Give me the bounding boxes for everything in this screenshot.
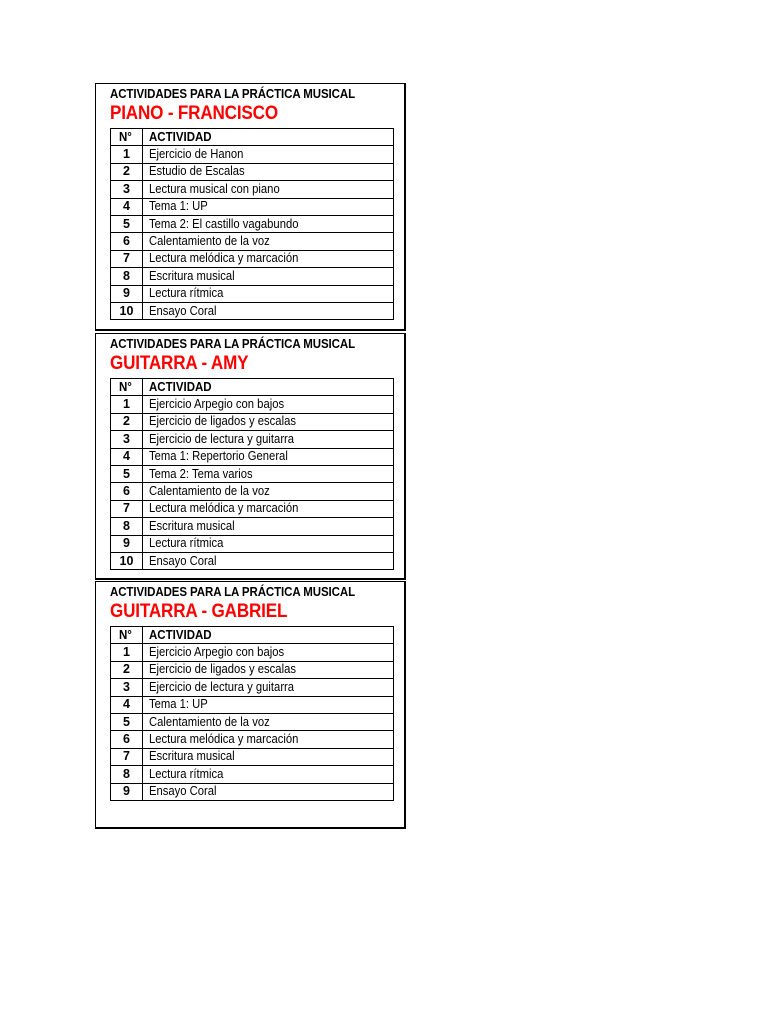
row-activity: Escritura musical <box>143 748 394 765</box>
row-number: 8 <box>111 766 143 783</box>
row-number: 7 <box>111 500 143 517</box>
table-row <box>111 431 394 448</box>
column-header-activity: ACTIVIDAD <box>143 129 394 146</box>
column-header-number: N° <box>111 379 143 396</box>
row-activity: Ensayo Coral <box>143 302 394 319</box>
table-row <box>111 285 394 302</box>
row-number: 2 <box>111 163 143 180</box>
row-number: 6 <box>111 483 143 500</box>
row-activity: Ensayo Coral <box>143 552 394 569</box>
table-row <box>111 163 394 180</box>
row-number: 2 <box>111 661 143 678</box>
table-row <box>111 302 394 319</box>
sheet-title: GUITARRA - AMY <box>110 353 249 374</box>
table-row <box>111 250 394 267</box>
row-activity: Ejercicio Arpegio con bajos <box>143 644 394 661</box>
row-number: 2 <box>111 413 143 430</box>
row-activity: Ejercicio Arpegio con bajos <box>143 396 394 413</box>
row-activity: Escritura musical <box>143 268 394 285</box>
sheet-heading: ACTIVIDADES PARA LA PRÁCTICA MUSICAL <box>110 337 356 351</box>
column-header-activity: ACTIVIDAD <box>143 379 394 396</box>
table-row <box>111 518 394 535</box>
table-row <box>111 766 394 783</box>
table-row <box>111 644 394 661</box>
row-number: 8 <box>111 518 143 535</box>
activities-table <box>110 128 394 320</box>
row-number: 5 <box>111 215 143 232</box>
table-row <box>111 268 394 285</box>
row-activity: Lectura musical con piano <box>143 181 394 198</box>
row-activity: Ejercicio de lectura y guitarra <box>143 431 394 448</box>
table-row <box>111 396 394 413</box>
row-activity: Escritura musical <box>143 518 394 535</box>
table-row <box>111 198 394 215</box>
row-number: 7 <box>111 250 143 267</box>
row-activity: Calentamiento de la voz <box>143 233 394 250</box>
column-header-number: N° <box>111 129 143 146</box>
row-number: 10 <box>111 302 143 319</box>
row-activity: Tema 1: UP <box>143 696 394 713</box>
row-number: 4 <box>111 448 143 465</box>
table-row <box>111 181 394 198</box>
table-row <box>111 783 394 800</box>
row-activity: Lectura melódica y marcación <box>143 731 394 748</box>
sheet-heading: ACTIVIDADES PARA LA PRÁCTICA MUSICAL <box>110 87 356 101</box>
table-row <box>111 552 394 569</box>
table-row <box>111 696 394 713</box>
sheet-title: PIANO - FRANCISCO <box>110 103 278 124</box>
row-activity: Estudio de Escalas <box>143 163 394 180</box>
row-activity: Tema 2: Tema varios <box>143 465 394 482</box>
activity-sheet-guitarra-gabriel <box>95 581 406 829</box>
column-header-activity: ACTIVIDAD <box>143 627 394 644</box>
row-activity: Tema 1: UP <box>143 198 394 215</box>
table-row <box>111 465 394 482</box>
row-number: 9 <box>111 783 143 800</box>
table-row <box>111 731 394 748</box>
row-activity: Lectura melódica y marcación <box>143 250 394 267</box>
row-number: 4 <box>111 696 143 713</box>
table-row <box>111 448 394 465</box>
row-number: 10 <box>111 552 143 569</box>
row-activity: Ensayo Coral <box>143 783 394 800</box>
table-row <box>111 713 394 730</box>
row-activity: Lectura melódica y marcación <box>143 500 394 517</box>
column-header-number: N° <box>111 627 143 644</box>
row-activity: Calentamiento de la voz <box>143 713 394 730</box>
table-row <box>111 215 394 232</box>
row-number: 5 <box>111 713 143 730</box>
sheet-heading: ACTIVIDADES PARA LA PRÁCTICA MUSICAL <box>110 585 356 599</box>
row-number: 3 <box>111 431 143 448</box>
table-header-row <box>111 379 394 396</box>
row-number: 1 <box>111 146 143 163</box>
table-row <box>111 233 394 250</box>
row-activity: Ejercicio de ligados y escalas <box>143 413 394 430</box>
row-number: 5 <box>111 465 143 482</box>
row-activity: Lectura rítmica <box>143 535 394 552</box>
table-row <box>111 748 394 765</box>
sheet-title: GUITARRA - GABRIEL <box>110 601 288 622</box>
row-activity: Ejercicio de ligados y escalas <box>143 661 394 678</box>
table-header-row <box>111 627 394 644</box>
row-activity: Ejercicio de lectura y guitarra <box>143 679 394 696</box>
row-number: 6 <box>111 233 143 250</box>
row-activity: Lectura rítmica <box>143 766 394 783</box>
activities-table <box>110 378 394 570</box>
activity-sheet-piano-francisco <box>95 83 406 331</box>
row-activity: Lectura rítmica <box>143 285 394 302</box>
row-number: 3 <box>111 679 143 696</box>
activities-table <box>110 626 394 801</box>
row-number: 8 <box>111 268 143 285</box>
row-number: 1 <box>111 644 143 661</box>
table-header-row <box>111 129 394 146</box>
row-number: 9 <box>111 535 143 552</box>
row-number: 4 <box>111 198 143 215</box>
table-row <box>111 413 394 430</box>
row-number: 3 <box>111 181 143 198</box>
row-activity: Tema 1: Repertorio General <box>143 448 394 465</box>
table-row <box>111 146 394 163</box>
table-row <box>111 535 394 552</box>
table-row <box>111 500 394 517</box>
row-activity: Calentamiento de la voz <box>143 483 394 500</box>
table-row <box>111 483 394 500</box>
row-number: 9 <box>111 285 143 302</box>
row-activity: Tema 2: El castillo vagabundo <box>143 215 394 232</box>
table-row <box>111 661 394 678</box>
table-row <box>111 679 394 696</box>
row-number: 6 <box>111 731 143 748</box>
row-number: 1 <box>111 396 143 413</box>
activity-sheet-guitarra-amy <box>95 333 406 580</box>
row-number: 7 <box>111 748 143 765</box>
row-activity: Ejercicio de Hanon <box>143 146 394 163</box>
